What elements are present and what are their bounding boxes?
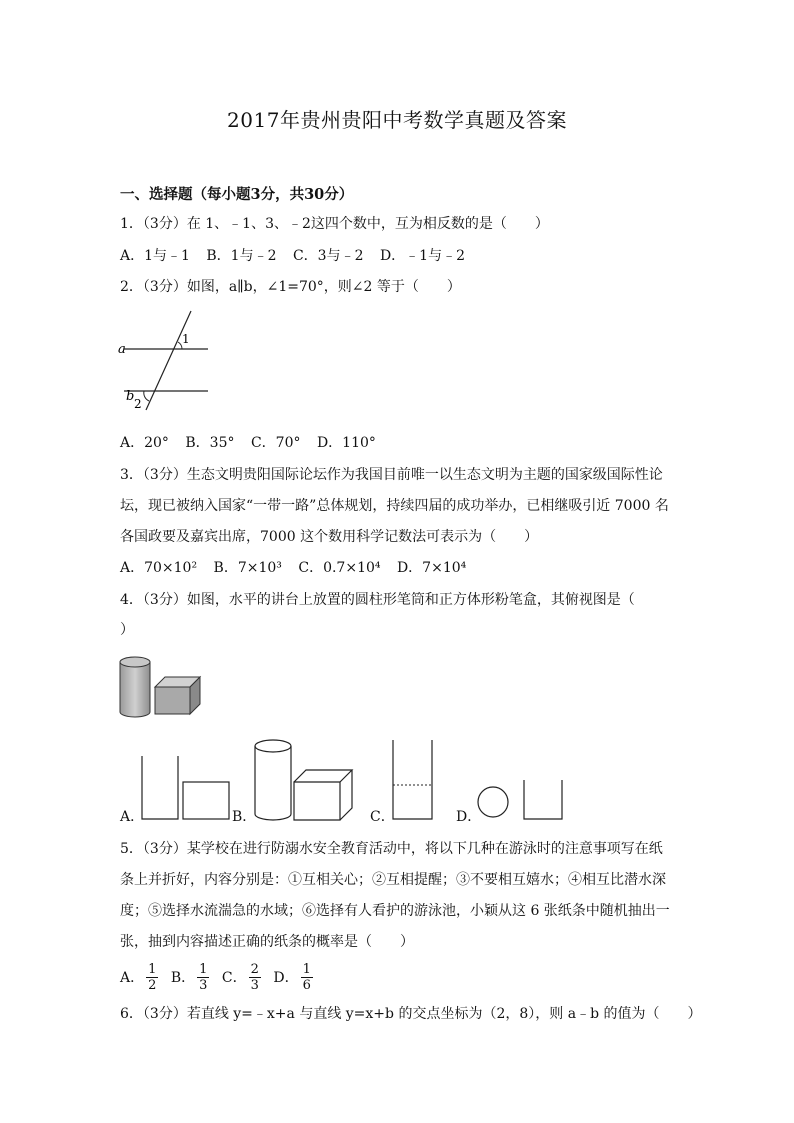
q4-option-c-label: C． bbox=[370, 809, 395, 825]
q3-option-d: D．7×10⁴ bbox=[396, 560, 467, 576]
q2-option-b: B．35° bbox=[185, 435, 235, 451]
pen-holder-cylinder bbox=[120, 662, 150, 717]
label-angle-2: 2 bbox=[134, 397, 142, 411]
q4-option-b-label: B． bbox=[232, 809, 257, 825]
q3-option-c: C．0.7×10⁴ bbox=[298, 560, 381, 576]
page-title: 2017年贵州贵阳中考数学真题及答案 bbox=[227, 108, 567, 132]
q4-option-b-figure bbox=[250, 736, 356, 822]
cup-outline bbox=[393, 740, 432, 819]
fraction bbox=[197, 962, 209, 993]
section-heading: 一、选择题（每小题3分，共30分） bbox=[120, 186, 354, 203]
angle-2-arc bbox=[144, 391, 149, 401]
denominator: 2 bbox=[148, 978, 157, 993]
q2-option-d: D．110° bbox=[316, 435, 376, 451]
q4-option-a-figure bbox=[140, 754, 232, 822]
q5-option-d-label: D． bbox=[273, 969, 299, 986]
q6-stem: 6．（3分）若直线 y=﹣x+a 与直线 y=x+b 的交点坐标为（2，8），则 a﹣b 的值为（ ） bbox=[120, 1006, 702, 1022]
q4-option-c-figure bbox=[390, 738, 436, 822]
cup-outline bbox=[524, 780, 562, 819]
q2-option-c: C．70° bbox=[250, 435, 301, 451]
q2-stem: 2．（3分）如图，a∥b，∠1=70°，则∠2 等于（ ） bbox=[120, 279, 461, 295]
q4-option-a-label: A． bbox=[120, 809, 145, 825]
label-b: b bbox=[126, 389, 135, 404]
q2-option-a: A．20° bbox=[120, 435, 169, 451]
q5-line-4: 张，抽到内容描述正确的纸条的概率是（ ） bbox=[120, 934, 414, 950]
fraction bbox=[249, 962, 261, 993]
square-outline bbox=[183, 782, 229, 819]
q5-line-3: 度；⑤选择水流湍急的水域；⑥选择有人看护的游泳池，小颖从这 6 张纸条中随机抽出一 bbox=[120, 903, 670, 919]
q3-line-2: 坛，现已被纳入国家“一带一路”总体规划，持续四届的成功举办，已相继吸引近 7000 名 bbox=[120, 498, 669, 514]
q3-options bbox=[120, 558, 680, 578]
fraction bbox=[301, 962, 313, 993]
q1-stem: 1．（3分）在 1、﹣1、3、﹣2这四个数中，互为相反数的是（ ） bbox=[120, 216, 549, 232]
numerator: 1 bbox=[148, 962, 157, 977]
q4-option-d-figure bbox=[474, 778, 566, 822]
q3-option-a: A．70×10² bbox=[120, 560, 198, 576]
label-angle-1: 1 bbox=[182, 332, 190, 346]
cylinder-outline bbox=[255, 746, 291, 820]
denominator: 3 bbox=[199, 978, 208, 993]
q3-option-b: B．7×10³ bbox=[213, 560, 282, 576]
q5-line-1: 5．（3分）某学校在进行防溺水安全教育活动中，将以下几种在游泳时的注意事项写在纸 bbox=[120, 841, 663, 857]
q5-options bbox=[120, 962, 680, 993]
q5-option-b-label: B． bbox=[170, 969, 196, 986]
q4-line-1: 4．（3分）如图，水平的讲台上放置的圆柱形笔筒和正方体形粉笔盒，其俯视图是（ bbox=[120, 592, 635, 608]
cup-outline bbox=[142, 756, 178, 819]
q3-line-1: 3．（3分）生态文明贵阳国际论坛作为我国目前唯一以生态文明为主题的国家级国际性论 bbox=[120, 467, 663, 483]
q1-options bbox=[120, 246, 680, 266]
q5-option-a bbox=[120, 962, 165, 993]
numerator: 1 bbox=[302, 962, 311, 977]
q5-option-a-label: A． bbox=[120, 969, 145, 986]
q1-option-b: B．1与﹣2 bbox=[206, 248, 277, 264]
q1-option-c: C．3与﹣2 bbox=[292, 248, 364, 264]
q1-option-a: A．1与﹣1 bbox=[120, 248, 190, 264]
q4-line-2: ） bbox=[120, 622, 134, 638]
label-a: a bbox=[118, 342, 126, 357]
cube-front bbox=[294, 782, 340, 820]
q4-desk-figure bbox=[118, 652, 208, 722]
cylinder-top bbox=[255, 740, 291, 752]
numerator: 1 bbox=[199, 962, 208, 977]
parallel-lines-figure bbox=[112, 308, 222, 418]
cube-side bbox=[340, 770, 352, 820]
q1-option-d: D．﹣1与﹣2 bbox=[379, 248, 465, 264]
q5-option-c-label: C． bbox=[221, 969, 247, 986]
q5-option-c bbox=[221, 962, 267, 993]
cube-top bbox=[294, 770, 352, 782]
denominator: 3 bbox=[250, 978, 259, 993]
chalk-box-front bbox=[155, 687, 190, 714]
q4-option-d-label: D． bbox=[456, 809, 482, 825]
q5-option-b bbox=[170, 962, 216, 993]
q5-line-2: 条上并折好，内容分别是：①互相关心；②互相提醒；③不要相互嬉水；④相互比潜水深 bbox=[120, 872, 666, 888]
denominator: 6 bbox=[302, 978, 311, 993]
pen-holder-top bbox=[120, 657, 150, 667]
fraction bbox=[146, 962, 158, 993]
circle-outline bbox=[478, 787, 508, 817]
q2-options bbox=[120, 433, 680, 453]
q3-line-3: 各国政要及嘉宾出席，7000 这个数用科学记数法可表示为（ ） bbox=[120, 529, 539, 545]
q5-option-d bbox=[273, 962, 315, 993]
transversal-line bbox=[146, 311, 191, 410]
numerator: 2 bbox=[250, 962, 259, 977]
